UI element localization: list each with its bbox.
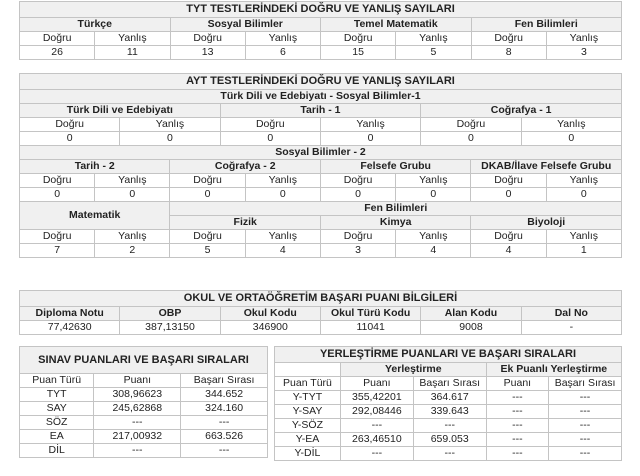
yanlis-value: 0 (396, 188, 471, 202)
yanlis-value: 0 (521, 132, 621, 146)
okul-header-dal-no: Dal No (521, 307, 621, 321)
sinav-header-puan-turu: Puan Türü (20, 374, 94, 388)
ek-header-basari: Başarı Sırası (549, 377, 622, 391)
dogru-label: Doğru (321, 32, 396, 46)
okul-section (19, 290, 622, 335)
ek-basari-sirasi: --- (549, 419, 622, 433)
basari-sirasi: 344.652 (181, 388, 268, 402)
puan-turu: SAY (20, 402, 94, 416)
dogru-value: 0 (220, 132, 320, 146)
yanlis-label: Yanlış (320, 118, 420, 132)
dogru-value: 4 (471, 244, 546, 258)
okul-header-obp: OBP (120, 307, 220, 321)
okul-value-diploma: 77,42630 (20, 321, 120, 335)
yanlis-label: Yanlış (396, 230, 471, 244)
yanlis-label: Yanlış (245, 174, 320, 188)
dogru-label: Doğru (421, 118, 521, 132)
dogru-label: Doğru (320, 174, 395, 188)
basari-sirasi: 663.526 (181, 430, 268, 444)
dogru-label: Doğru (320, 230, 395, 244)
ayt-subject-kimya: Kimya (320, 216, 470, 230)
dogru-label: Doğru (471, 32, 546, 46)
dogru-label: Doğru (20, 174, 95, 188)
ek-puanli-group: Ek Puanlı Yerleştirme (486, 363, 621, 377)
okul-value-okul-kodu: 346900 (220, 321, 320, 335)
sinav-title: SINAV PUANLARI VE BAŞARI SIRALARI (20, 347, 268, 374)
yanlis-label: Yanlış (546, 174, 621, 188)
ayt-section (19, 73, 622, 258)
yanlis-value: 4 (396, 244, 471, 258)
okul-value-obp: 387,13150 (120, 321, 220, 335)
puan-turu: TYT (20, 388, 94, 402)
yanlis-value: 11 (95, 46, 170, 60)
dogru-value: 0 (20, 132, 120, 146)
dogru-label: Doğru (471, 174, 546, 188)
yerlestirme-header-puani: Puanı (340, 377, 413, 391)
dogru-value: 26 (20, 46, 95, 60)
puan: --- (94, 416, 181, 430)
yanlis-value: 4 (245, 244, 320, 258)
ayt-subject-tarih1: Tarih - 1 (220, 104, 421, 118)
puan-turu: SÖZ (20, 416, 94, 430)
table-row (275, 391, 622, 405)
puan: 292,08446 (340, 405, 413, 419)
ayt-ss2-title: Sosyal Bilimler - 2 (20, 146, 622, 160)
puan: --- (94, 444, 181, 458)
yanlis-label: Yanlış (546, 32, 621, 46)
dogru-value: 3 (320, 244, 395, 258)
table-row (275, 433, 622, 447)
okul-header-okul-turu: Okul Türü Kodu (320, 307, 420, 321)
puan-turu: DİL (20, 444, 94, 458)
puan-turu: Y-SÖZ (275, 419, 341, 433)
ayt-subject-cografya2: Coğrafya - 2 (170, 160, 320, 174)
tyt-subject-fen: Fen Bilimleri (471, 18, 622, 32)
puan-turu: Y-TYT (275, 391, 341, 405)
dogru-value: 0 (170, 188, 245, 202)
ek-header-puani: Puanı (486, 377, 548, 391)
dogru-label: Doğru (20, 118, 120, 132)
basari-sirasi: 364.617 (413, 391, 486, 405)
yanlis-label: Yanlış (521, 118, 621, 132)
ek-puan: --- (486, 447, 548, 461)
dogru-label: Doğru (170, 230, 245, 244)
ayt-subject-cografya1: Coğrafya - 1 (421, 104, 622, 118)
ek-basari-sirasi: --- (549, 433, 622, 447)
okul-value-alan-kodu: 9008 (421, 321, 521, 335)
table-row (20, 388, 268, 402)
yerlestirme-header-basari: Başarı Sırası (413, 377, 486, 391)
sinav-header-puani: Puanı (94, 374, 181, 388)
okul-value-okul-turu: 11041 (320, 321, 420, 335)
yanlis-value: 5 (396, 46, 471, 60)
ayt-ts1-title: Türk Dili ve Edebiyatı - Sosyal Bilimler-1 (20, 90, 622, 104)
ek-basari-sirasi: --- (549, 405, 622, 419)
basari-sirasi: --- (181, 416, 268, 430)
yanlis-label: Yanlış (95, 32, 170, 46)
basari-sirasi: 324.160 (181, 402, 268, 416)
yanlis-value: 0 (120, 132, 220, 146)
table-row (20, 416, 268, 430)
puan-turu: Y-DİL (275, 447, 341, 461)
puan-turu: EA (20, 430, 94, 444)
dogru-label: Doğru (220, 118, 320, 132)
puan: 245,62868 (94, 402, 181, 416)
puan: 217,00932 (94, 430, 181, 444)
dogru-value: 5 (170, 244, 245, 258)
yanlis-value: 0 (320, 132, 420, 146)
puan-turu: Y-SAY (275, 405, 341, 419)
dogru-label: Doğru (471, 230, 546, 244)
yanlis-value: 1 (546, 244, 621, 258)
sinav-section (19, 346, 268, 458)
dogru-value: 0 (471, 188, 546, 202)
yerlestirme-header-puan-turu: Puan Türü (275, 377, 341, 391)
ayt-subject-edebiyat: Türk Dili ve Edebiyatı (20, 104, 221, 118)
tyt-subject-sosyal: Sosyal Bilimler (170, 18, 321, 32)
okul-header-okul-kodu: Okul Kodu (220, 307, 320, 321)
basari-sirasi: 659.053 (413, 433, 486, 447)
yerlestirme-title: YERLEŞTİRME PUANLARI VE BAŞARI SIRALARI (275, 347, 622, 363)
yanlis-label: Yanlış (546, 230, 621, 244)
okul-header-diploma: Diploma Notu (20, 307, 120, 321)
dogru-value: 15 (321, 46, 396, 60)
ek-puan: --- (486, 391, 548, 405)
yanlis-value: 0 (95, 188, 170, 202)
puan: 308,96623 (94, 388, 181, 402)
yanlis-label: Yanlış (245, 32, 320, 46)
yanlis-label: Yanlış (120, 118, 220, 132)
ek-puan: --- (486, 405, 548, 419)
table-row (275, 405, 622, 419)
ek-basari-sirasi: --- (549, 391, 622, 405)
puan-turu: Y-EA (275, 433, 341, 447)
puan: --- (340, 447, 413, 461)
dogru-value: 13 (170, 46, 245, 60)
ek-basari-sirasi: --- (549, 447, 622, 461)
yanlis-label: Yanlış (245, 230, 320, 244)
ayt-subject-biyoloji: Biyoloji (471, 216, 622, 230)
ayt-subject-tarih2: Tarih - 2 (20, 160, 170, 174)
dogru-value: 0 (421, 132, 521, 146)
ayt-title: AYT TESTLERİNDEKİ DOĞRU VE YANLIŞ SAYILARI (20, 74, 622, 90)
ayt-fen-title: Fen Bilimleri (170, 202, 622, 216)
puan: --- (340, 419, 413, 433)
ayt-subject-dkab: DKAB/İlave Felsefe Grubu (471, 160, 622, 174)
dogru-label: Doğru (170, 32, 245, 46)
tyt-subject-matematik: Temel Matematik (321, 18, 472, 32)
dogru-value: 7 (20, 244, 95, 258)
basari-sirasi: 339.643 (413, 405, 486, 419)
ayt-subject-matematik: Matematik (20, 202, 170, 230)
tyt-subject-turkce: Türkçe (20, 18, 171, 32)
okul-title: OKUL VE ORTAÖĞRETİM BAŞARI PUANI BİLGİLERİ (20, 291, 622, 307)
tyt-section (19, 1, 622, 60)
basari-sirasi: --- (413, 419, 486, 433)
yerlestirme-section (274, 346, 622, 461)
yanlis-value: 0 (245, 188, 320, 202)
dogru-value: 0 (320, 188, 395, 202)
tyt-title: TYT TESTLERİNDEKİ DOĞRU VE YANLIŞ SAYILARI (20, 2, 622, 18)
table-row (275, 419, 622, 433)
table-row (20, 402, 268, 416)
yanlis-label: Yanlış (95, 230, 170, 244)
table-row (20, 444, 268, 458)
ayt-subject-fizik: Fizik (170, 216, 320, 230)
yanlis-label: Yanlış (396, 174, 471, 188)
yanlis-value: 3 (546, 46, 621, 60)
ayt-subject-felsefe: Felsefe Grubu (320, 160, 470, 174)
yanlis-value: 0 (546, 188, 621, 202)
puan: 263,46510 (340, 433, 413, 447)
yanlis-label: Yanlış (95, 174, 170, 188)
table-row (20, 430, 268, 444)
yanlis-value: 6 (245, 46, 320, 60)
table-row (275, 447, 622, 461)
basari-sirasi: --- (413, 447, 486, 461)
dogru-label: Doğru (20, 32, 95, 46)
dogru-value: 0 (20, 188, 95, 202)
yanlis-label: Yanlış (396, 32, 471, 46)
okul-header-alan-kodu: Alan Kodu (421, 307, 521, 321)
dogru-value: 8 (471, 46, 546, 60)
okul-value-dal-no: - (521, 321, 621, 335)
sinav-header-basari: Başarı Sırası (181, 374, 268, 388)
ek-puan: --- (486, 433, 548, 447)
basari-sirasi: --- (181, 444, 268, 458)
ek-puan: --- (486, 419, 548, 433)
yerlestirme-group: Yerleştirme (340, 363, 486, 377)
dogru-label: Doğru (170, 174, 245, 188)
puan: 355,42201 (340, 391, 413, 405)
dogru-label: Doğru (20, 230, 95, 244)
yanlis-value: 2 (95, 244, 170, 258)
